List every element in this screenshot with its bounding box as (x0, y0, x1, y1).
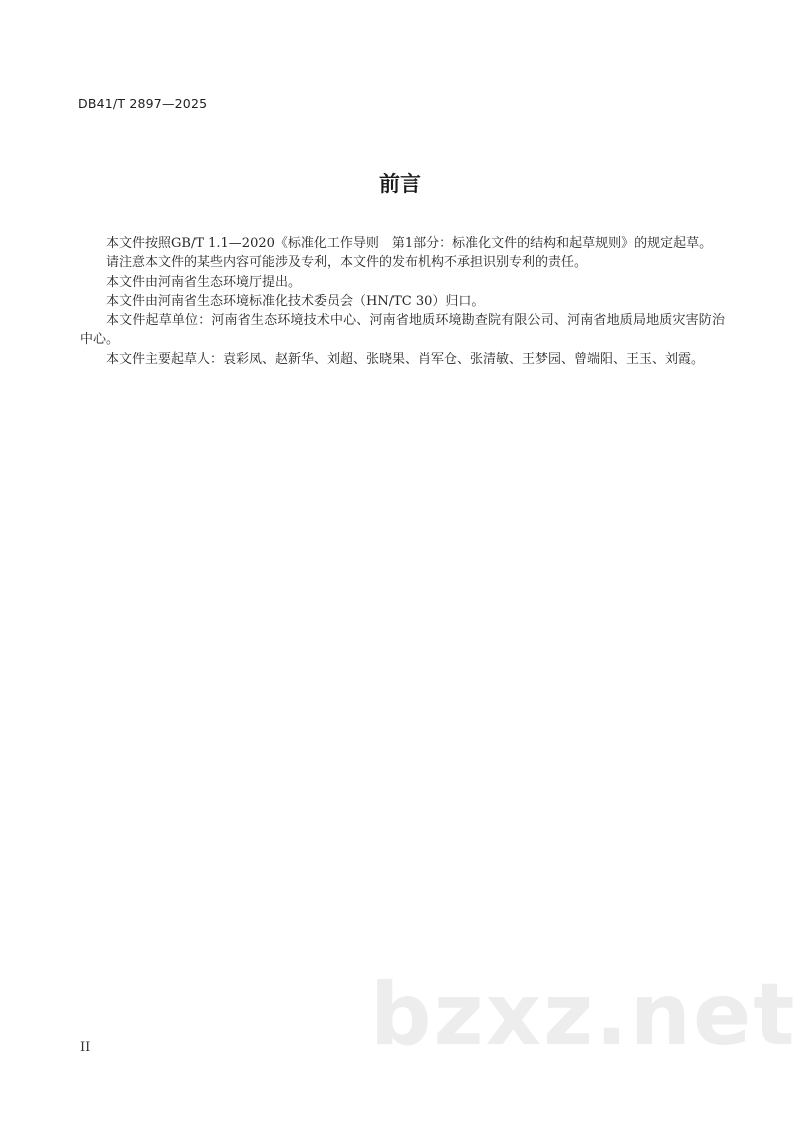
page-number: II (80, 1040, 91, 1055)
foreword-body (80, 234, 725, 369)
paragraph-patent-notice: 请注意本文件的某些内容可能涉及专利，本文件的发布机构不承担识别专利的责任。 (106, 255, 588, 271)
paragraph-committee: 本文件由河南省生态环境标准化技术委员会（HN/TC 30）归口。 (106, 293, 485, 309)
paragraph-drafters: 本文件主要起草人：袁彩凤、赵新华、刘超、张晓果、肖军仓、张清敏、王梦园、曾端阳、王玉、刘霞。 (106, 351, 705, 367)
paragraph-proposer: 本文件由河南省生态环境厅提出。 (106, 274, 302, 290)
page-title: 前言 (379, 172, 421, 196)
watermark-logo: bzxz.net (370, 965, 797, 1065)
document-code: DB41/T 2897—2025 (78, 96, 208, 111)
paragraph-drafting-units: 本文件起草单位：河南省生态环境技术中心、河南省地质环境勘查院有限公司、河南省地质局地质灾害防治中心。 (80, 313, 725, 348)
paragraph-drafting-rules: 本文件按照GB/T 1.1—2020《标准化工作导则 第1部分：标准化文件的结构和起草规则》的规定起草。 (106, 236, 713, 251)
